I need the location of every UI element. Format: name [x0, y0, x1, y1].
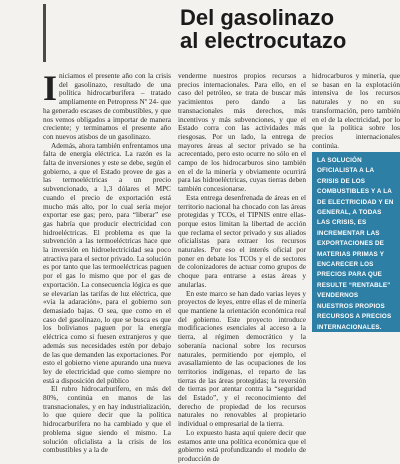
paragraph: En este marco se han dado varias leyes y proyectos de leyes, entre ellas el de minería que mantiene la orientación económica real del gobierno. Este proyecto introduce modificaciones esenciales al acceso a la tierra, al régimen democrático y la soberanía nacional sobre los recursos naturales, permitiendo por ejemplo, el avasallamiento de las ocupaciones de los territorios indígenas, el reparto de las tierras de las áreas protegidas; la reversión de tierras por atentar contra la “seguridad del Estado”, y el reconocimiento del derecho de propiedad de los recursos naturales no renovables al propietario individual o empresarial de la tierra. [178, 288, 306, 429]
pull-quote-box [312, 152, 400, 332]
article-title [180, 6, 395, 52]
paragraph: Esta entrega desenfrenada de áreas en el territorio nacional ha chocado con las áreas protegidas y TCOs, el TIPNIS entre ellas-porque estos limitan la libertad de acción que reclama el sector privado y sus aliados oficialistas para extraer los recursos naturales. Por eso el interés oficial por poner en debate los TCOs y el de sectores de colonizadores de actuar como grupos de choque para entrarse a estas áreas y anularlas. [178, 192, 306, 289]
paragraph: hidrocarburos y minería, que se basan en la explotación intensiva de los recursos naturales y no en su transformación, pero también en el de la electricidad, por lo que la política sobre los precios internacionales continúa. [312, 71, 400, 150]
paragraph-text: niciamos el presente año con la crisis del gasolinazo, resultado de una política hidrocarburífera – tratado ampliamente en Petropress Nº 24- que ha generado escases de combustibles, y que nos vemos obligados a importar de manera creciente; y terminamos el presente año con nuevos atisbos de un gasolinazo. [43, 71, 171, 141]
column-3 [312, 72, 400, 148]
title-line-2: al electrocutazo [180, 28, 347, 53]
paragraph: venderme nuestros propios recursos a precios internacionales. Para ello, en el caso del petróleo, se trata de buscar más yacimientos pero dando a las transnacionales más derechos, más incentivos y más subvenciones, y que el Estado corra con las actividades más riesgosas. Por un lado, la entrega de mayores áreas al sector privado se ha acrecentado, pero esto ocurre no sólo en el campo de los hidrocarburos sino también en el de la minería y obviamente ocurrirá para las hidroeléctricas, cuyas tierras deben también concesionarse. [178, 71, 306, 194]
drop-cap: I [43, 68, 58, 108]
paragraph: Lo expuesto hasta aquí quiere decir que estamos ante una política económica que el gobierno está profundizando el modelo de producción de [178, 427, 306, 463]
paragraph [43, 68, 171, 142]
paragraph: El rubro hidrocarburífero, en más del 80%, continúa en manos de las transnacionales, y en hay industrialización, lo que quiere decir que la política hidrocarburífera no ha cambiado y que el problema sigue siendo el mismo. La solución oficialista a la crisis de los combustibles y a la de [43, 384, 171, 455]
paragraph: Además, ahora también enfrentamos una falta de energía eléctrica. La razón es la falta de inversiones y este se debe, según el gobierno, a que el Estado provee de gas a las termoeléctricas a un precio subvencionado, a 1,3 dólares el MPC cuando el precio de exportación está mucho más alto, por lo cual sería mejor exportar ese gas; pero, para “liberar” ese gas habría que producir electricidad con hidroeléctricas. El problema es que la subvención a las termoeléctricas hace que la inversión en hidroelectricidad sea poco atractiva para el sector privado. La solución es por tanto que las termoeléctricas paguen por el gas lo mismo que por el gas de exportación. La consecuencia lógica es que se elevarían las tarifas de luz eléctrica, que «vía la adaración», para el gobierno son demasiado bajas. O sea, que como en el caso del gasolinazo, lo que se busca es que los bolivianos paguen por la energía eléctrica como si fuesen extranjeros y que además sus necesidades estén por debajo de las que demanden las exportaciones. Por esto el gobierno viene apurando una nueva ley de electricidad que como siempre no está a disposición del público [43, 140, 171, 385]
pull-quote-text: LA SOLUCIÓN OFICIALISTA A LA CRISIS DE LOS COMBUSTIBLES Y A LA DE ELECTRICIDAD Y EN GENERAL, A TODAS LAS CRISIS, ES INCREMENTAR LAS EXPORTACIONES DE MATERIAS PRIMAS Y ENCARECER LOS PRECIOS PARA QUE RESULTE “RENTABLE” VENDERNOS NUESTROS PROPIOS RECURSOS A PRECIOS INTERNACIONALES. [317, 157, 394, 331]
column-1 [43, 68, 171, 455]
decorative-rule [43, 4, 46, 62]
column-2 [178, 71, 306, 463]
title-line-1: Del gasolinazo [180, 5, 335, 30]
